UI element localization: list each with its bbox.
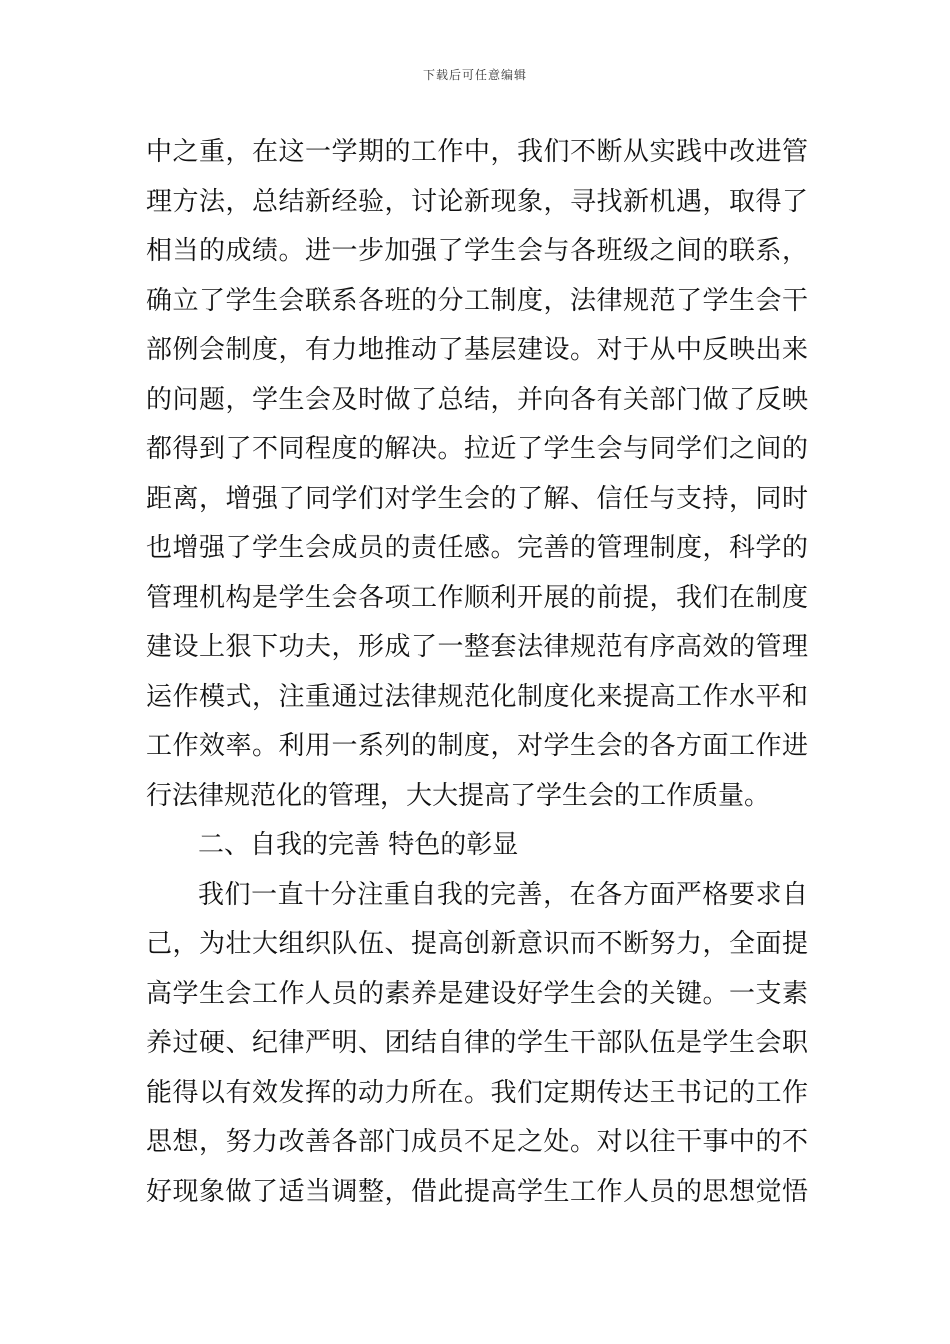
text-line: 也增强了学生会成员的责任感。完善的管理制度，科学的	[146, 533, 808, 563]
page-header: 下载后可任意编辑	[422, 68, 527, 82]
text-line: 建设上狠下功夫，形成了一整套法律规范有序高效的管理	[146, 632, 808, 662]
section-heading: 二、自我的完善 特色的彰显	[198, 830, 519, 860]
text-line: 运作模式，注重通过法律规范化制度化来提高工作水平和	[146, 681, 808, 712]
text-line: 高学生会工作人员的素养是建设好学生会的关键。一支素	[146, 978, 808, 1009]
text-line: 工作效率。利用一系列的制度，对学生会的各方面工作进	[146, 731, 808, 761]
text-line: 思想，努力改善各部门成员不足之处。对以往干事中的不	[146, 1127, 808, 1157]
text-line: 部例会制度，有力地推动了基层建设。对于从中反映出来	[146, 335, 808, 365]
text-line: 确立了学生会联系各班的分工制度，法律规范了学生会干	[146, 285, 808, 316]
text-line: 能得以有效发挥的动力所在。我们定期传达王书记的工作	[146, 1077, 808, 1108]
text-line: 中之重，在这一学期的工作中，我们不断从实践中改进管	[146, 137, 808, 167]
text-line: 理方法，总结新经验，讨论新现象，寻找新机遇，取得了	[146, 186, 808, 217]
text-line: 己，为壮大组织队伍、提高创新意识而不断努力，全面提	[146, 929, 808, 959]
text-line: 距离，增强了同学们对学生会的了解、信任与支持，同时	[146, 483, 808, 514]
text-line: 行法律规范化的管理，大大提高了学生会的工作质量。	[146, 780, 771, 811]
text-line: 养过硬、纪律严明、团结自律的学生干部队伍是学生会职	[146, 1028, 808, 1058]
text-line: 管理机构是学生会各项工作顺利开展的前提，我们在制度	[146, 582, 808, 613]
document-body	[146, 128, 808, 1217]
text-line: 的问题，学生会及时做了总结，并向各有关部门做了反映	[146, 384, 808, 415]
paragraph-first-line: 我们一直十分注重自我的完善，在各方面严格要求自	[198, 879, 808, 910]
text-line: 相当的成绩。进一步加强了学生会与各班级之间的联系，	[146, 236, 808, 266]
text-line: 都得到了不同程度的解决。拉近了学生会与同学们之间的	[146, 434, 808, 464]
text-line: 好现象做了适当调整，借此提高学生工作人员的思想觉悟	[146, 1176, 808, 1207]
